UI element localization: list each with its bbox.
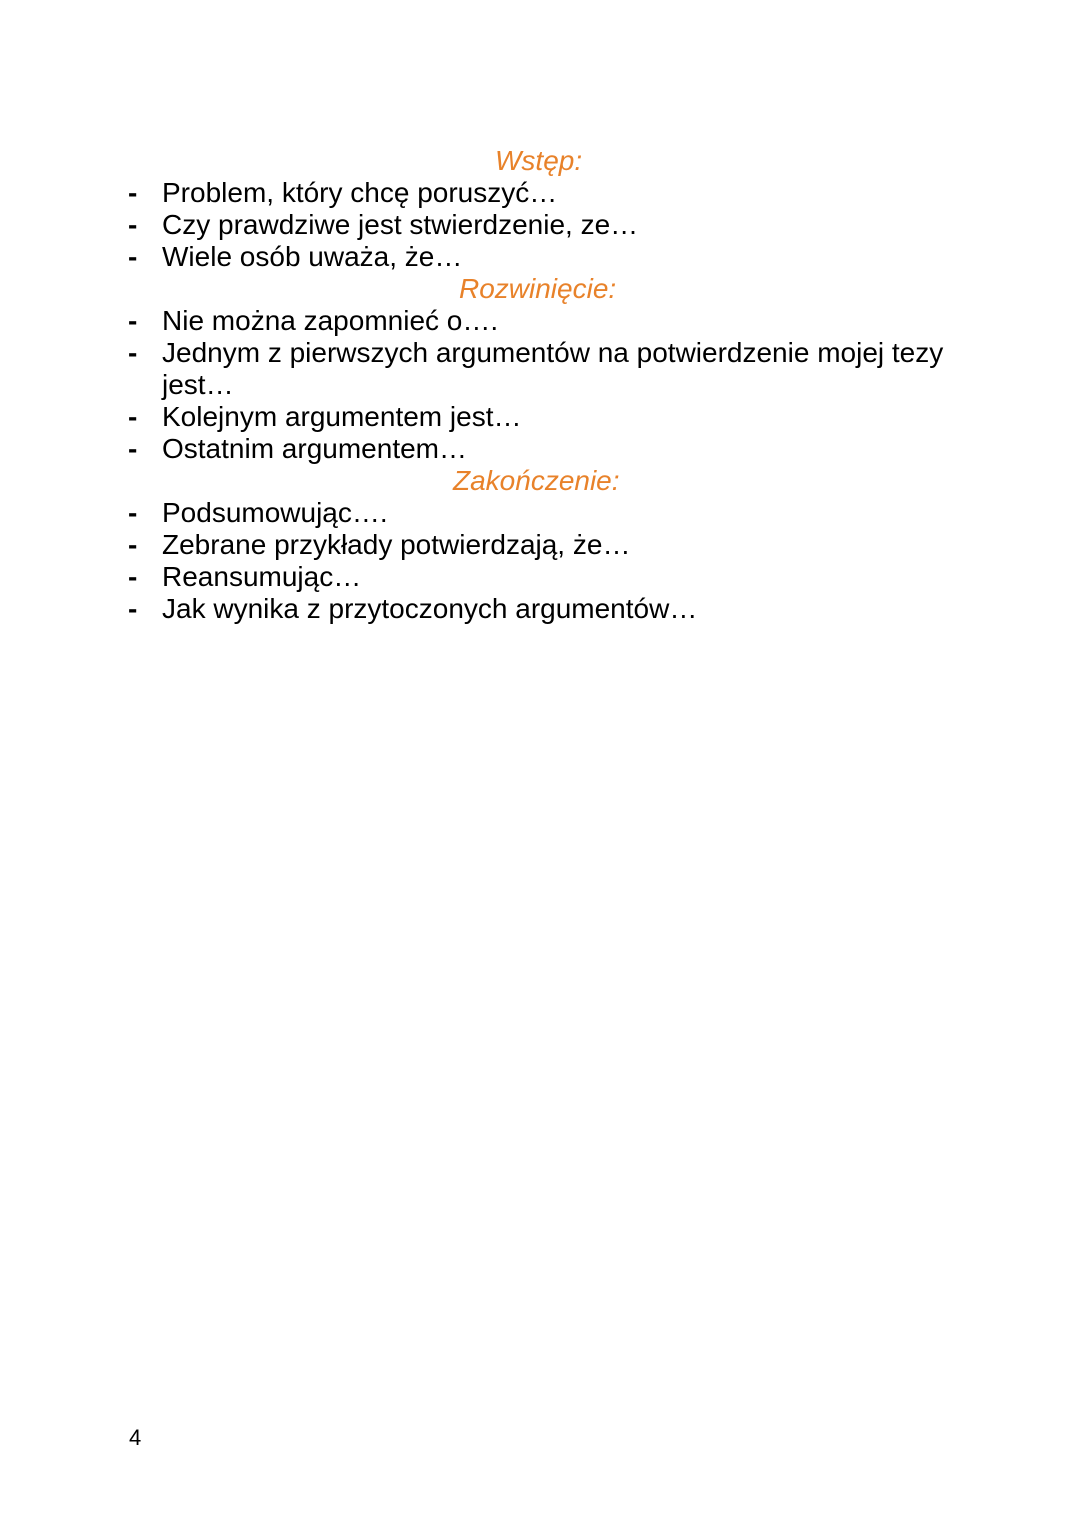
list-item-text: Zebrane przykłady potwierdzają, że…: [162, 529, 631, 560]
list-wstep: [126, 177, 946, 273]
list-item-text: Reansumując…: [162, 561, 362, 592]
list-item: [126, 241, 946, 273]
list-item: [126, 337, 946, 401]
section-wstep: [126, 145, 946, 273]
list-item: [126, 401, 946, 433]
list-item: [126, 529, 946, 561]
bullet-dash: -: [128, 209, 138, 240]
list-item: [126, 433, 946, 465]
list-item-text: Jak wynika z przytoczonych argumentów…: [162, 593, 698, 624]
list-item: [126, 561, 946, 593]
bullet-dash: -: [128, 561, 138, 592]
bullet-dash: -: [128, 401, 138, 432]
list-item-text: Wiele osób uważa, że…: [162, 241, 463, 272]
list-item: [126, 177, 946, 209]
bullet-dash: -: [128, 593, 138, 624]
list-item-text: Nie można zapomnieć o….: [162, 305, 499, 336]
list-item-text: Ostatnim argumentem…: [162, 433, 467, 464]
bullet-dash: -: [128, 433, 138, 464]
bullet-dash: -: [128, 241, 138, 272]
list-item: [126, 593, 946, 625]
list-item: [126, 209, 946, 241]
list-item-text: Podsumowując….: [162, 497, 388, 528]
list-item-text: Jednym z pierwszych argumentów na potwierdzenie mojej tezy jest…: [162, 337, 944, 400]
bullet-dash: -: [128, 529, 138, 560]
list-item: [126, 305, 946, 337]
list-item-text: Problem, który chcę poruszyć…: [162, 177, 558, 208]
list-rozwiniecie: [126, 305, 946, 465]
document-body: [126, 145, 946, 625]
bullet-dash: -: [128, 177, 138, 208]
list-item-text: Kolejnym argumentem jest…: [162, 401, 522, 432]
bullet-dash: -: [128, 497, 138, 528]
section-title-zakonczenie: Zakończenie:: [453, 465, 620, 496]
bullet-dash: -: [128, 305, 138, 336]
section-title-rozwiniecie: Rozwinięcie:: [459, 273, 617, 304]
list-item: [126, 497, 946, 529]
bullet-dash: -: [128, 337, 138, 368]
list-item-text: Czy prawdziwe jest stwierdzenie, ze…: [162, 209, 639, 240]
section-zakonczenie: [126, 465, 946, 625]
section-rozwiniecie: [126, 273, 946, 465]
page-number: 4: [129, 1425, 142, 1450]
section-title-wstep: Wstęp:: [495, 145, 583, 176]
list-zakonczenie: [126, 497, 946, 625]
